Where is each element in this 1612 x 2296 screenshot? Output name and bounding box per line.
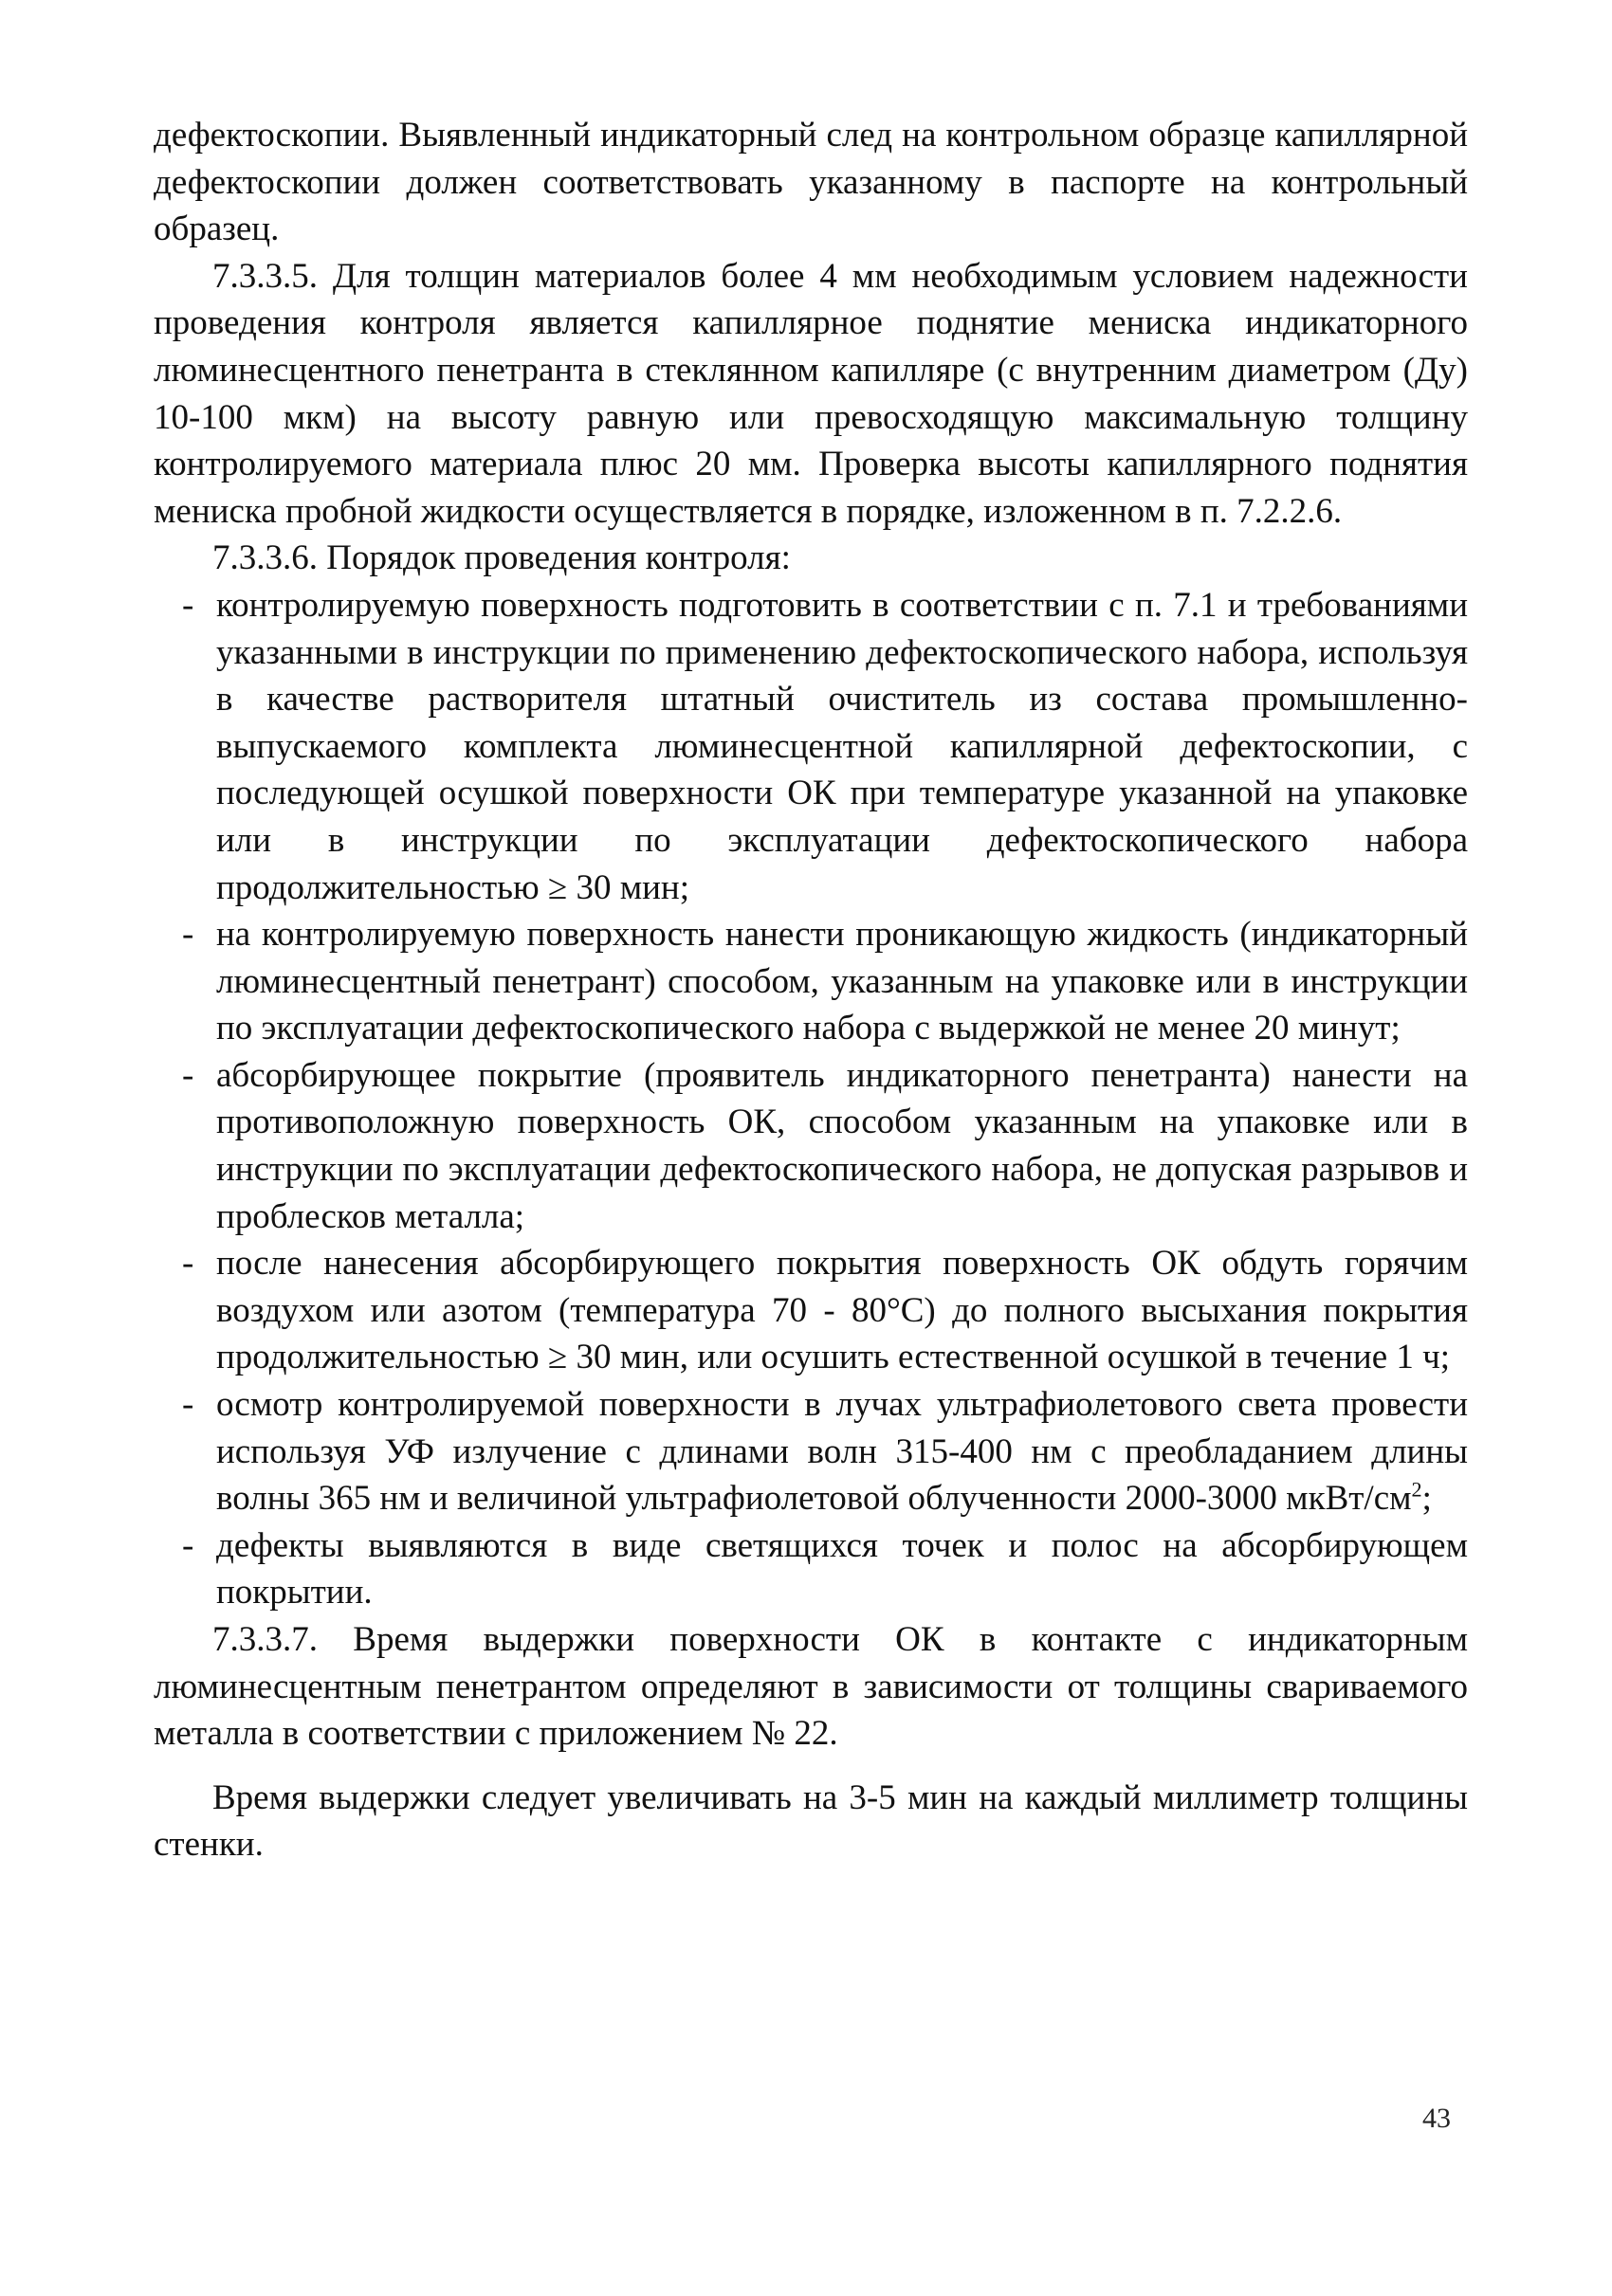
list-item (154, 582, 1468, 911)
list-item (154, 1240, 1468, 1381)
list-item-text (216, 1385, 1468, 1518)
list-item-text: контролируемую поверхность подготовить в соответствии с п. 7.1 и требованиями указанными в инструкции по применению дефектоскопического набора, используя в качестве растворителя штатный очиститель из состава промышленно-выпускаемого комплекта люминесцентной капиллярной дефектоскопии, с последующей осушкой поверхности ОК при температуре указанной на упаковке или в инструкции по эксплуатации дефектоскопического набора продолжительностью ≥ 30 мин; (216, 585, 1468, 907)
list-item-main-text: осмотр контролируемой поверхности в лучах ультрафиолетового света провести используя УФ излучение с длинами волн 315-400 нм с преобладанием длины волны 365 нм и величиной ультрафиолетовой облученности 2000-3000 мкВт/см (216, 1385, 1468, 1519)
paragraph-7-3-3-7: 7.3.3.7. Время выдержки поверхности ОК в контакте с индикаторным люминесцентным пенетрантом определяют в зависимости от толщины свариваемого металла в соответствии с приложением № 22. (154, 1620, 1468, 1754)
dash-bullet: - (182, 1055, 194, 1095)
dash-bullet: - (182, 585, 194, 625)
list-item (154, 911, 1468, 1052)
dash-bullet: - (182, 1385, 194, 1425)
list-item (154, 1381, 1468, 1522)
procedure-list (154, 582, 1468, 1616)
list-item-text: на контролируемую поверхность нанести проникающую жидкость (индикаторный люминесцентный пенетрант) способом, указанным на упаковке или в инструкции по эксплуатации дефектоскопического набора с выдержкой не менее 20 минут; (216, 915, 1468, 1048)
paragraph-exposure-note: Время выдержки следует увеличивать на 3-5 мин на каждый миллиметр толщины стенки. (154, 1777, 1468, 1865)
page-number: 43 (1422, 2103, 1451, 2134)
dash-bullet: - (182, 1244, 194, 1284)
paragraph-7-3-3-5: 7.3.3.5. Для толщин материалов более 4 мм необходимым условием надежности проведения контроля является капиллярное поднятие мениска индикаторного люминесцентного пенетранта в стеклянном капилляре (с внутренним диаметром (Ду) 10-100 мкм) на высоту равную или превосходящую максимальную толщину контролируемого материала плюс 20 мм. Проверка высоты капиллярного поднятия мениска пробной жидкости осуществляется в порядке, изложенном в п. 7.2.2.6. (154, 256, 1468, 531)
paragraph-7-3-3-6: 7.3.3.6. Порядок проведения контроля: (212, 538, 791, 578)
paragraph-continuation: дефектоскопии. Выявленный индикаторный след на контрольном образце капиллярной дефектоскопии должен соответствовать указанному в паспорте на контрольный образец. (154, 116, 1468, 249)
dash-bullet: - (182, 1525, 194, 1565)
list-item-text: после нанесения абсорбирующего покрытия поверхность ОК обдуть горячим воздухом или азотом (температура 70 - 80°С) до полного высыхания покрытия продолжительностью ≥ 30 мин, или осушить естественной осушкой в течение 1 ч; (216, 1244, 1468, 1377)
document-page (154, 112, 1468, 1868)
list-item-tail: ; (1421, 1479, 1432, 1519)
list-item-text: абсорбирующее покрытие (проявитель индикаторного пенетранта) нанести на противоположную поверхность ОК, способом указанным на упаковке или в инструкции по эксплуатации дефектоскопического набора, не допуская разрывов и проблесков металла; (216, 1055, 1468, 1236)
list-item (154, 1052, 1468, 1240)
list-item (154, 1522, 1468, 1616)
list-item-text: дефекты выявляются в виде светящихся точек и полос на абсорбирующем покрытии. (216, 1525, 1468, 1613)
dash-bullet: - (182, 915, 194, 955)
superscript-two: 2 (1411, 1477, 1422, 1502)
